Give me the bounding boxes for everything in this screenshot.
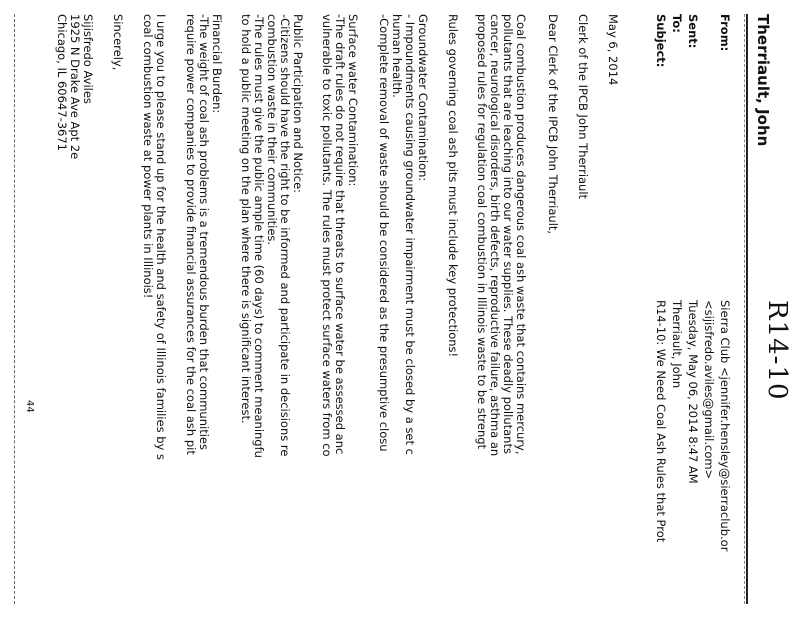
intro-line: cancer, neurological disorders, birth defects, reproductive failure, asthma an bbox=[488, 14, 502, 457]
letter-salutation: Dear Clerk of the IPCB John Therriault, bbox=[546, 14, 560, 235]
subject-value: R14-10: We Need Coal Ash Rules that Prot bbox=[654, 300, 668, 543]
closing-line: coal combustion waste at power plants in Illinois! bbox=[141, 14, 155, 299]
participation-line: to hold a public meeting on the plan where there is significant interest. bbox=[239, 14, 253, 424]
from-label: From: bbox=[718, 14, 732, 52]
participation-heading: Public Participation and Notice: bbox=[291, 14, 305, 194]
participation-line: combustion waste in their communities. bbox=[265, 14, 279, 246]
participation-line: -The rules must give the public ample time (60 days) to comment meaningfu bbox=[252, 14, 266, 458]
sender-name: Therriault, John bbox=[754, 14, 772, 147]
groundwater-line: - Impoundments causing groundwater impairment must be closed by a set c bbox=[403, 14, 417, 455]
groundwater-line: -Complete removal of waste should be considered as the presumptive closu bbox=[377, 14, 391, 452]
rules-intro: Rules governing coal ash pits must include key protections! bbox=[446, 14, 460, 358]
surface-line: vulnerable to toxic pollutants. The rules must protect surface waters from co bbox=[320, 14, 334, 457]
signoff: Sincerely, bbox=[111, 14, 125, 71]
groundwater-heading: Groundwater Contamination: bbox=[416, 14, 430, 182]
financial-heading: Financial Burden: bbox=[210, 14, 224, 114]
financial-line: -The weight of coal ash problems is a tremendous burden that communities bbox=[197, 14, 211, 450]
header-divider bbox=[746, 14, 748, 604]
closing-line: I urge you to please stand up for the health and safety of Illinois families by s bbox=[154, 14, 168, 460]
footer-divider bbox=[14, 14, 15, 604]
signature-name: Sijisfredo Aviles bbox=[81, 14, 95, 104]
docket-stamp: R14-10 bbox=[762, 300, 792, 401]
sent-label: Sent: bbox=[686, 14, 700, 49]
to-label: To: bbox=[670, 14, 684, 33]
header-divider-dashed bbox=[744, 14, 745, 604]
financial-line: require power companies to provide financial assurances for the coal ash pit bbox=[184, 14, 198, 455]
letter-recipient: Clerk of the IPCB John Therriault bbox=[576, 14, 590, 200]
signature-city: Chicago, IL 60647-3671 bbox=[55, 14, 69, 151]
letter-date: May 6, 2014 bbox=[606, 14, 620, 86]
intro-line: pollutants that are leaching into our water supplies. These deadly pollutants bbox=[501, 14, 515, 454]
from-value: Sierra Club <jennifer.hensley@sierraclub.or bbox=[718, 300, 732, 552]
participation-line: -Citizens should have the right to be informed and participate in decisions re bbox=[278, 14, 292, 457]
groundwater-line: human health. bbox=[390, 14, 404, 98]
surface-line: -The draft rules do not require that threats to surface water be assessed anc bbox=[333, 14, 347, 455]
to-value: Therriault, John bbox=[670, 300, 684, 389]
page-number: 44 bbox=[24, 400, 35, 413]
intro-line: Coal combustion produces dangerous coal ash waste that contains mercury, bbox=[514, 14, 528, 455]
intro-line: proposed rules for regulation coal combustion in Illinois waste to be strengt bbox=[475, 14, 489, 450]
subject-label: Subject: bbox=[654, 14, 668, 68]
surface-heading: Surface water Contamination: bbox=[346, 14, 360, 187]
signature-address: 1925 N Drake Ave Apt 2e bbox=[68, 14, 82, 160]
sent-value: Tuesday, May 06, 2014 8:47 AM bbox=[686, 300, 700, 484]
from-email: <sijisfredo.aviles@gmail.com> bbox=[702, 300, 716, 480]
